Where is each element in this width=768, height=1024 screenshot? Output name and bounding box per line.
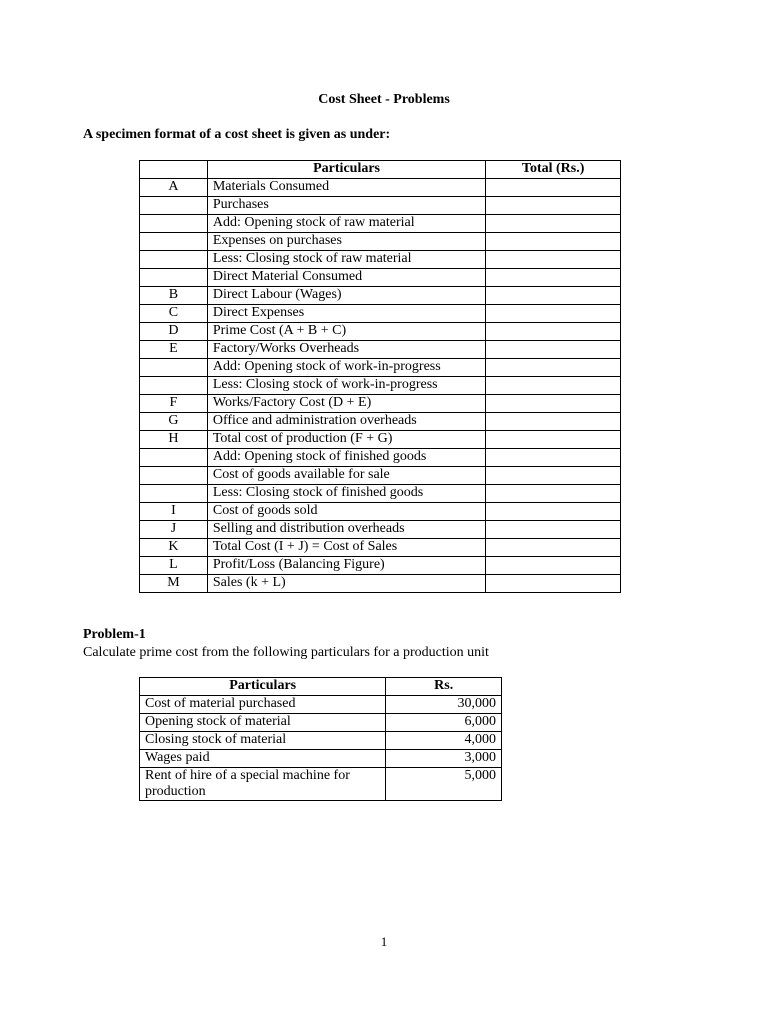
- cost-sheet-row: [140, 413, 621, 431]
- cost-sheet-row: [140, 287, 621, 305]
- cost-sheet-particular-cell: Direct Material Consumed: [207, 269, 485, 287]
- cost-sheet-row: [140, 341, 621, 359]
- problem-particular-cell: Cost of material purchased: [140, 696, 386, 714]
- cost-sheet-code-cell: E: [140, 341, 208, 359]
- cost-sheet-particular-cell: Profit/Loss (Balancing Figure): [207, 557, 485, 575]
- cost-sheet-code-cell: J: [140, 521, 208, 539]
- cost-sheet-code-cell: F: [140, 395, 208, 413]
- cost-sheet-code-cell: B: [140, 287, 208, 305]
- problem-row: [140, 696, 502, 714]
- cost-sheet-row: [140, 359, 621, 377]
- cost-sheet-code-cell: G: [140, 413, 208, 431]
- cost-sheet-code-cell: [140, 449, 208, 467]
- problem-amount-cell: 4,000: [386, 732, 502, 750]
- problem-amount-cell: 6,000: [386, 714, 502, 732]
- problem-particular-cell: Wages paid: [140, 750, 386, 768]
- cost-sheet-code-cell: A: [140, 179, 208, 197]
- cost-sheet-total-cell: [486, 449, 621, 467]
- problem-row: [140, 732, 502, 750]
- cost-sheet-row: [140, 503, 621, 521]
- problem-row: [140, 714, 502, 732]
- cost-sheet-row: [140, 179, 621, 197]
- cost-sheet-total-cell: [486, 251, 621, 269]
- cost-sheet-particular-cell: Add: Opening stock of work-in-progress: [207, 359, 485, 377]
- cost-sheet-total-cell: [486, 323, 621, 341]
- cost-sheet-particular-cell: Expenses on purchases: [207, 233, 485, 251]
- cost-sheet-total-cell: [486, 485, 621, 503]
- cost-sheet-particular-cell: Add: Opening stock of finished goods: [207, 449, 485, 467]
- cost-sheet-total-cell: [486, 197, 621, 215]
- problem-particular-cell: Rent of hire of a special machine for production: [140, 768, 386, 801]
- problem-row: [140, 750, 502, 768]
- cost-sheet-body: [140, 179, 621, 593]
- cost-sheet-total-cell: [486, 521, 621, 539]
- cost-sheet-code-cell: [140, 359, 208, 377]
- cost-sheet-row: [140, 215, 621, 233]
- page-title: Cost Sheet - Problems: [318, 92, 450, 107]
- cost-sheet-code-cell: [140, 467, 208, 485]
- cost-sheet-code-cell: D: [140, 323, 208, 341]
- cost-sheet-particular-cell: Works/Factory Cost (D + E): [207, 395, 485, 413]
- cost-sheet-row: [140, 431, 621, 449]
- cost-sheet-particular-cell: Prime Cost (A + B + C): [207, 323, 485, 341]
- cost-sheet-code-header: [140, 161, 208, 179]
- cost-sheet-row: [140, 197, 621, 215]
- cost-sheet-code-cell: [140, 377, 208, 395]
- cost-sheet-total-cell: [486, 215, 621, 233]
- cost-sheet-total-cell: [486, 557, 621, 575]
- cost-sheet-row: [140, 305, 621, 323]
- cost-sheet-code-cell: [140, 233, 208, 251]
- cost-sheet-row: [140, 539, 621, 557]
- cost-sheet-total-cell: [486, 467, 621, 485]
- cost-sheet-row: [140, 485, 621, 503]
- cost-sheet-particular-cell: Add: Opening stock of raw material: [207, 215, 485, 233]
- cost-sheet-total-cell: [486, 539, 621, 557]
- cost-sheet-total-cell: [486, 413, 621, 431]
- cost-sheet-particular-cell: Total Cost (I + J) = Cost of Sales: [207, 539, 485, 557]
- problem-row: [140, 768, 502, 801]
- cost-sheet-code-cell: H: [140, 431, 208, 449]
- cost-sheet-total-cell: [486, 503, 621, 521]
- cost-sheet-total-cell: [486, 341, 621, 359]
- problem-rs-header: Rs.: [386, 678, 502, 696]
- cost-sheet-particular-cell: Office and administration overheads: [207, 413, 485, 431]
- problem-amount-cell: 30,000: [386, 696, 502, 714]
- problem-amount-cell: 3,000: [386, 750, 502, 768]
- problem-header-row: [140, 678, 502, 696]
- cost-sheet-particular-cell: Less: Closing stock of raw material: [207, 251, 485, 269]
- cost-sheet-row: [140, 449, 621, 467]
- problem-table: [139, 677, 502, 801]
- cost-sheet-total-cell: [486, 575, 621, 593]
- cost-sheet-code-cell: [140, 251, 208, 269]
- cost-sheet-particulars-header: Particulars: [207, 161, 485, 179]
- cost-sheet-code-cell: L: [140, 557, 208, 575]
- cost-sheet-header-row: [140, 161, 621, 179]
- cost-sheet-code-cell: M: [140, 575, 208, 593]
- cost-sheet-code-cell: [140, 269, 208, 287]
- cost-sheet-total-cell: [486, 359, 621, 377]
- cost-sheet-total-cell: [486, 179, 621, 197]
- cost-sheet-particular-cell: Materials Consumed: [207, 179, 485, 197]
- problem-heading: Problem-1: [83, 627, 146, 642]
- problem-particulars-header: Particulars: [140, 678, 386, 696]
- cost-sheet-particular-cell: Purchases: [207, 197, 485, 215]
- problem-text: Calculate prime cost from the following particulars for a production unit: [83, 645, 489, 660]
- cost-sheet-table: [139, 160, 621, 593]
- cost-sheet-row: [140, 575, 621, 593]
- cost-sheet-row: [140, 467, 621, 485]
- cost-sheet-total-cell: [486, 377, 621, 395]
- cost-sheet-row: [140, 377, 621, 395]
- cost-sheet-particular-cell: Direct Labour (Wages): [207, 287, 485, 305]
- cost-sheet-particular-cell: Total cost of production (F + G): [207, 431, 485, 449]
- cost-sheet-code-cell: [140, 215, 208, 233]
- cost-sheet-total-cell: [486, 269, 621, 287]
- cost-sheet-total-header: Total (Rs.): [486, 161, 621, 179]
- cost-sheet-row: [140, 323, 621, 341]
- cost-sheet-row: [140, 557, 621, 575]
- cost-sheet-particular-cell: Direct Expenses: [207, 305, 485, 323]
- cost-sheet-code-cell: C: [140, 305, 208, 323]
- cost-sheet-particular-cell: Sales (k + L): [207, 575, 485, 593]
- problem-amount-cell: 5,000: [386, 768, 502, 801]
- intro-text: A specimen format of a cost sheet is given as under:: [83, 127, 391, 142]
- cost-sheet-row: [140, 395, 621, 413]
- cost-sheet-particular-cell: Less: Closing stock of finished goods: [207, 485, 485, 503]
- cost-sheet-code-cell: [140, 485, 208, 503]
- cost-sheet-code-cell: I: [140, 503, 208, 521]
- cost-sheet-code-cell: [140, 197, 208, 215]
- cost-sheet-particular-cell: Cost of goods sold: [207, 503, 485, 521]
- cost-sheet-total-cell: [486, 395, 621, 413]
- cost-sheet-total-cell: [486, 305, 621, 323]
- cost-sheet-row: [140, 521, 621, 539]
- cost-sheet-particular-cell: Cost of goods available for sale: [207, 467, 485, 485]
- cost-sheet-total-cell: [486, 431, 621, 449]
- cost-sheet-row: [140, 233, 621, 251]
- cost-sheet-total-cell: [486, 287, 621, 305]
- problem-body: [140, 696, 502, 801]
- cost-sheet-code-cell: K: [140, 539, 208, 557]
- problem-particular-cell: Opening stock of material: [140, 714, 386, 732]
- cost-sheet-row: [140, 269, 621, 287]
- page-number: 1: [380, 934, 388, 949]
- problem-particular-cell: Closing stock of material: [140, 732, 386, 750]
- cost-sheet-particular-cell: Selling and distribution overheads: [207, 521, 485, 539]
- cost-sheet-row: [140, 251, 621, 269]
- cost-sheet-particular-cell: Factory/Works Overheads: [207, 341, 485, 359]
- cost-sheet-particular-cell: Less: Closing stock of work-in-progress: [207, 377, 485, 395]
- cost-sheet-total-cell: [486, 233, 621, 251]
